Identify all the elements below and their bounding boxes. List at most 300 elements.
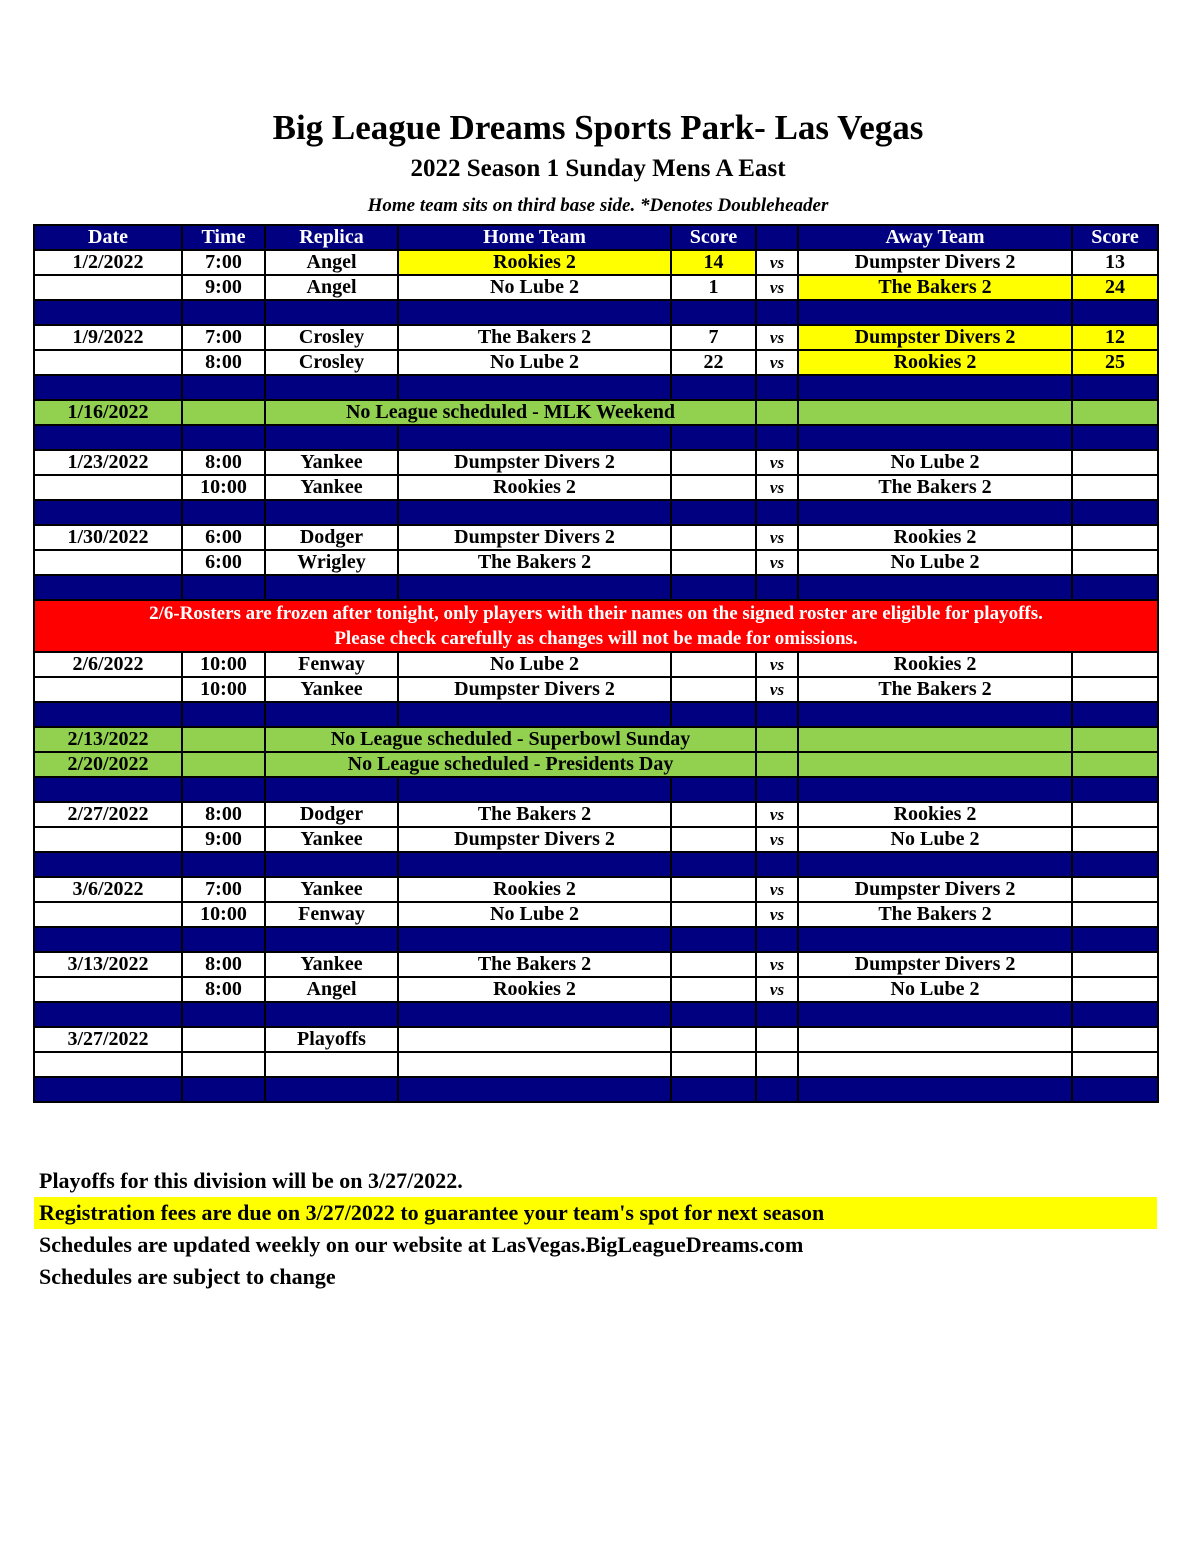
empty-cell (798, 575, 1072, 600)
separator-row (34, 702, 1158, 727)
empty-cell (182, 575, 265, 600)
replica-cell: Yankee (265, 877, 398, 902)
game-row (34, 952, 1158, 977)
empty-cell (265, 777, 398, 802)
time-cell: 10:00 (182, 677, 265, 702)
empty-cell (798, 300, 1072, 325)
game-row (34, 525, 1158, 550)
page-title: Big League Dreams Sports Park- Las Vegas (272, 108, 924, 147)
empty-cell (756, 1077, 798, 1102)
empty-cell (798, 727, 1072, 752)
empty-cell (34, 425, 182, 450)
empty-cell (798, 400, 1072, 425)
empty-cell (34, 500, 182, 525)
empty-cell (1072, 777, 1158, 802)
away-team-cell: Dumpster Divers 2 (798, 325, 1072, 350)
empty-cell (34, 1052, 182, 1077)
away-team-cell: No Lube 2 (798, 977, 1072, 1002)
home-score-cell: 7 (671, 325, 756, 350)
empty-cell (34, 852, 182, 877)
home-team-cell: Dumpster Divers 2 (398, 525, 671, 550)
replica-cell: Fenway (265, 902, 398, 927)
no-league-row (34, 727, 1158, 752)
empty-cell (182, 927, 265, 952)
empty-cell (265, 852, 398, 877)
no-league-message: No League scheduled - Superbowl Sunday (265, 727, 756, 752)
date-cell: 2/13/2022 (34, 727, 182, 752)
separator-row (34, 500, 1158, 525)
replica-cell: Yankee (265, 827, 398, 852)
empty-cell (671, 777, 756, 802)
empty-cell (398, 300, 671, 325)
game-row (34, 802, 1158, 827)
date-cell: 1/30/2022 (34, 525, 182, 550)
replica-cell: Dodger (265, 525, 398, 550)
date-cell: 2/6/2022 (34, 652, 182, 677)
vs-label: vs (756, 677, 798, 702)
empty-cell (1072, 400, 1158, 425)
time-cell: 8:00 (182, 802, 265, 827)
separator-row (34, 425, 1158, 450)
empty-cell (756, 500, 798, 525)
empty-cell (756, 777, 798, 802)
game-row (34, 827, 1158, 852)
home-team-cell: Rookies 2 (398, 250, 671, 275)
column-header-home-score: Score (671, 225, 756, 250)
empty-cell (265, 702, 398, 727)
home-score-cell: 14 (671, 250, 756, 275)
vs-label: vs (756, 977, 798, 1002)
alert-line-2: Please check carefully as changes will not be made for omissions. (334, 628, 858, 649)
empty-cell (1072, 1052, 1158, 1077)
empty-cell (265, 1077, 398, 1102)
empty-cell (671, 1027, 756, 1052)
home-team-cell: The Bakers 2 (398, 550, 671, 575)
game-row (34, 275, 1158, 300)
empty-cell (1072, 752, 1158, 777)
empty-cell (756, 1052, 798, 1077)
empty-cell (671, 375, 756, 400)
home-score-cell (671, 652, 756, 677)
home-team-cell: No Lube 2 (398, 350, 671, 375)
empty-cell (756, 300, 798, 325)
playoffs-label: Playoffs (265, 1027, 398, 1052)
empty-cell (671, 702, 756, 727)
roster-freeze-alert (34, 600, 1158, 652)
empty-cell (265, 575, 398, 600)
replica-cell: Angel (265, 250, 398, 275)
game-row (34, 325, 1158, 350)
empty-cell (34, 777, 182, 802)
away-score-cell (1072, 977, 1158, 1002)
vs-label: vs (756, 902, 798, 927)
empty-cell (671, 500, 756, 525)
empty-cell (798, 1077, 1072, 1102)
home-score-cell (671, 677, 756, 702)
empty-cell (265, 500, 398, 525)
column-header-home-team: Home Team (398, 225, 671, 250)
blank-row (34, 1052, 1158, 1077)
away-team-cell: No Lube 2 (798, 550, 1072, 575)
away-team-cell: Rookies 2 (798, 652, 1072, 677)
date-cell (34, 475, 182, 500)
date-cell: 3/27/2022 (34, 1027, 182, 1052)
replica-cell: Yankee (265, 475, 398, 500)
empty-cell (798, 1052, 1072, 1077)
empty-cell (798, 702, 1072, 727)
empty-cell (182, 777, 265, 802)
game-row (34, 450, 1158, 475)
empty-cell (756, 1002, 798, 1027)
home-score-cell (671, 877, 756, 902)
empty-cell (671, 1052, 756, 1077)
date-cell (34, 350, 182, 375)
empty-cell (1072, 300, 1158, 325)
away-score-cell (1072, 802, 1158, 827)
table-header-row (34, 225, 1158, 250)
time-cell: 10:00 (182, 652, 265, 677)
empty-cell (1072, 1002, 1158, 1027)
empty-cell (182, 752, 265, 777)
replica-cell: Angel (265, 275, 398, 300)
empty-cell (671, 300, 756, 325)
empty-cell (798, 1002, 1072, 1027)
home-team-cell: Dumpster Divers 2 (398, 450, 671, 475)
no-league-message: No League scheduled - Presidents Day (265, 752, 756, 777)
alert-line-1: 2/6-Rosters are frozen after tonight, only players with their names on the signed roster are eligible for playoffs. (149, 603, 1043, 624)
empty-cell (756, 425, 798, 450)
replica-cell: Crosley (265, 350, 398, 375)
empty-cell (671, 425, 756, 450)
date-cell (34, 827, 182, 852)
game-row (34, 902, 1158, 927)
column-header-time: Time (182, 225, 265, 250)
empty-cell (756, 1027, 798, 1052)
column-header-date: Date (34, 225, 182, 250)
time-cell: 8:00 (182, 450, 265, 475)
empty-cell (182, 852, 265, 877)
date-cell: 2/27/2022 (34, 802, 182, 827)
empty-cell (1072, 927, 1158, 952)
vs-label: vs (756, 325, 798, 350)
empty-cell (671, 1077, 756, 1102)
home-team-cell: The Bakers 2 (398, 802, 671, 827)
vs-label: vs (756, 525, 798, 550)
empty-cell (671, 927, 756, 952)
date-cell: 3/6/2022 (34, 877, 182, 902)
empty-cell (182, 1002, 265, 1027)
empty-cell (756, 702, 798, 727)
vs-label: vs (756, 250, 798, 275)
away-team-cell: Rookies 2 (798, 525, 1072, 550)
empty-cell (265, 300, 398, 325)
empty-cell (798, 425, 1072, 450)
empty-cell (1072, 575, 1158, 600)
empty-cell (798, 752, 1072, 777)
away-score-cell (1072, 475, 1158, 500)
away-score-cell: 12 (1072, 325, 1158, 350)
time-cell: 6:00 (182, 525, 265, 550)
empty-cell (798, 777, 1072, 802)
replica-cell: Yankee (265, 952, 398, 977)
time-cell: 10:00 (182, 902, 265, 927)
vs-label: vs (756, 652, 798, 677)
empty-cell (265, 927, 398, 952)
empty-cell (182, 1052, 265, 1077)
home-score-cell (671, 952, 756, 977)
away-score-cell (1072, 677, 1158, 702)
empty-cell (798, 1027, 1072, 1052)
time-cell: 7:00 (182, 250, 265, 275)
home-score-cell (671, 550, 756, 575)
away-score-cell (1072, 525, 1158, 550)
separator-row (34, 300, 1158, 325)
home-team-cell: No Lube 2 (398, 902, 671, 927)
time-cell: 9:00 (182, 275, 265, 300)
separator-row (34, 375, 1158, 400)
time-cell: 10:00 (182, 475, 265, 500)
empty-cell (1072, 727, 1158, 752)
schedule-table (33, 224, 1159, 1103)
empty-cell (798, 927, 1072, 952)
home-score-cell (671, 525, 756, 550)
away-team-cell: The Bakers 2 (798, 275, 1072, 300)
empty-cell (34, 375, 182, 400)
vs-label: vs (756, 952, 798, 977)
empty-cell (1072, 1077, 1158, 1102)
vs-label: vs (756, 827, 798, 852)
home-score-cell (671, 977, 756, 1002)
empty-cell (798, 375, 1072, 400)
separator-row (34, 1002, 1158, 1027)
home-score-cell: 1 (671, 275, 756, 300)
away-score-cell (1072, 450, 1158, 475)
empty-cell (1072, 1027, 1158, 1052)
empty-cell (182, 500, 265, 525)
no-league-message: No League scheduled - MLK Weekend (265, 400, 756, 425)
away-team-cell: Dumpster Divers 2 (798, 877, 1072, 902)
empty-cell (671, 852, 756, 877)
date-cell: 1/2/2022 (34, 250, 182, 275)
empty-cell (756, 752, 798, 777)
empty-cell (756, 400, 798, 425)
home-team-cell: Rookies 2 (398, 977, 671, 1002)
vs-label: vs (756, 550, 798, 575)
time-cell: 6:00 (182, 550, 265, 575)
away-score-cell: 25 (1072, 350, 1158, 375)
empty-cell (182, 425, 265, 450)
vs-label: vs (756, 877, 798, 902)
home-team-note: Home team sits on third base side. *Denotes Doubleheader (367, 195, 829, 216)
date-cell: 1/23/2022 (34, 450, 182, 475)
empty-cell (34, 702, 182, 727)
time-cell: 7:00 (182, 877, 265, 902)
home-score-cell (671, 802, 756, 827)
page-subtitle: 2022 Season 1 Sunday Mens A East (410, 155, 786, 182)
date-cell: 3/13/2022 (34, 952, 182, 977)
date-cell: 1/16/2022 (34, 400, 182, 425)
empty-cell (798, 852, 1072, 877)
home-score-cell (671, 475, 756, 500)
empty-cell (398, 1027, 671, 1052)
vs-label: vs (756, 350, 798, 375)
date-cell (34, 902, 182, 927)
empty-cell (265, 375, 398, 400)
home-score-cell: 22 (671, 350, 756, 375)
away-team-cell: No Lube 2 (798, 827, 1072, 852)
playoffs-row (34, 1027, 1158, 1052)
date-cell: 1/9/2022 (34, 325, 182, 350)
empty-cell (671, 1002, 756, 1027)
replica-cell: Angel (265, 977, 398, 1002)
empty-cell (756, 575, 798, 600)
away-score-cell (1072, 877, 1158, 902)
empty-cell (398, 1052, 671, 1077)
home-team-cell: Rookies 2 (398, 877, 671, 902)
game-row (34, 877, 1158, 902)
home-team-cell: The Bakers 2 (398, 325, 671, 350)
separator-row (34, 927, 1158, 952)
game-row (34, 550, 1158, 575)
registration-notice: Registration fees are due on 3/27/2022 to guarantee your team's spot for next season (34, 1197, 1157, 1229)
empty-cell (265, 425, 398, 450)
date-cell (34, 977, 182, 1002)
away-team-cell: No Lube 2 (798, 450, 1072, 475)
game-row (34, 677, 1158, 702)
empty-cell (34, 1077, 182, 1102)
empty-cell (671, 575, 756, 600)
empty-cell (182, 702, 265, 727)
empty-cell (756, 727, 798, 752)
time-cell: 8:00 (182, 350, 265, 375)
away-team-cell: Dumpster Divers 2 (798, 250, 1072, 275)
column-header-away-team: Away Team (798, 225, 1072, 250)
away-team-cell: Rookies 2 (798, 350, 1072, 375)
replica-cell: Yankee (265, 677, 398, 702)
home-score-cell (671, 902, 756, 927)
away-team-cell: The Bakers 2 (798, 677, 1072, 702)
away-team-cell: The Bakers 2 (798, 475, 1072, 500)
empty-cell (756, 927, 798, 952)
empty-cell (1072, 702, 1158, 727)
playoffs-notice: Playoffs for this division will be on 3/27/2022. (39, 1168, 463, 1193)
separator-row (34, 852, 1158, 877)
away-score-cell: 13 (1072, 250, 1158, 275)
replica-cell: Dodger (265, 802, 398, 827)
roster-freeze-alert-row (34, 600, 1158, 652)
empty-cell (398, 702, 671, 727)
date-cell (34, 550, 182, 575)
away-team-cell: Rookies 2 (798, 802, 1072, 827)
away-team-cell: The Bakers 2 (798, 902, 1072, 927)
column-header-away-score: Score (1072, 225, 1158, 250)
away-score-cell (1072, 902, 1158, 927)
time-cell: 7:00 (182, 325, 265, 350)
away-team-cell: Dumpster Divers 2 (798, 952, 1072, 977)
home-score-cell (671, 450, 756, 475)
empty-cell (756, 375, 798, 400)
empty-cell (182, 300, 265, 325)
empty-cell (756, 852, 798, 877)
replica-cell: Yankee (265, 450, 398, 475)
time-cell: 8:00 (182, 977, 265, 1002)
home-team-cell: Dumpster Divers 2 (398, 677, 671, 702)
game-row (34, 350, 1158, 375)
date-cell: 2/20/2022 (34, 752, 182, 777)
time-cell: 8:00 (182, 952, 265, 977)
game-row (34, 977, 1158, 1002)
home-team-cell: No Lube 2 (398, 275, 671, 300)
replica-cell: Fenway (265, 652, 398, 677)
separator-row (34, 1077, 1158, 1102)
vs-label: vs (756, 275, 798, 300)
date-cell (34, 275, 182, 300)
date-cell (34, 677, 182, 702)
home-score-cell (671, 827, 756, 852)
away-score-cell (1072, 652, 1158, 677)
replica-cell: Wrigley (265, 550, 398, 575)
separator-row (34, 575, 1158, 600)
empty-cell (398, 777, 671, 802)
column-header-replica: Replica (265, 225, 398, 250)
empty-cell (398, 852, 671, 877)
column-header-vs (756, 225, 798, 250)
game-row (34, 475, 1158, 500)
empty-cell (398, 425, 671, 450)
time-cell: 9:00 (182, 827, 265, 852)
replica-cell: Crosley (265, 325, 398, 350)
away-score-cell (1072, 827, 1158, 852)
empty-cell (265, 1052, 398, 1077)
home-team-cell: Dumpster Divers 2 (398, 827, 671, 852)
empty-cell (34, 300, 182, 325)
empty-cell (182, 727, 265, 752)
empty-cell (1072, 425, 1158, 450)
game-row (34, 652, 1158, 677)
empty-cell (398, 500, 671, 525)
vs-label: vs (756, 802, 798, 827)
empty-cell (34, 927, 182, 952)
no-league-row (34, 752, 1158, 777)
empty-cell (34, 575, 182, 600)
away-score-cell (1072, 550, 1158, 575)
empty-cell (1072, 852, 1158, 877)
empty-cell (398, 1077, 671, 1102)
empty-cell (182, 400, 265, 425)
home-team-cell: The Bakers 2 (398, 952, 671, 977)
empty-cell (265, 1002, 398, 1027)
away-score-cell: 24 (1072, 275, 1158, 300)
empty-cell (1072, 375, 1158, 400)
no-league-row (34, 400, 1158, 425)
empty-cell (798, 500, 1072, 525)
vs-label: vs (756, 475, 798, 500)
empty-cell (398, 927, 671, 952)
empty-cell (182, 375, 265, 400)
empty-cell (398, 375, 671, 400)
empty-cell (398, 1002, 671, 1027)
empty-cell (182, 1077, 265, 1102)
away-score-cell (1072, 952, 1158, 977)
home-team-cell: No Lube 2 (398, 652, 671, 677)
vs-label: vs (756, 450, 798, 475)
home-team-cell: Rookies 2 (398, 475, 671, 500)
schedule-change-notice: Schedules are subject to change (39, 1264, 336, 1289)
separator-row (34, 777, 1158, 802)
empty-cell (1072, 500, 1158, 525)
empty-cell (34, 1002, 182, 1027)
game-row (34, 250, 1158, 275)
